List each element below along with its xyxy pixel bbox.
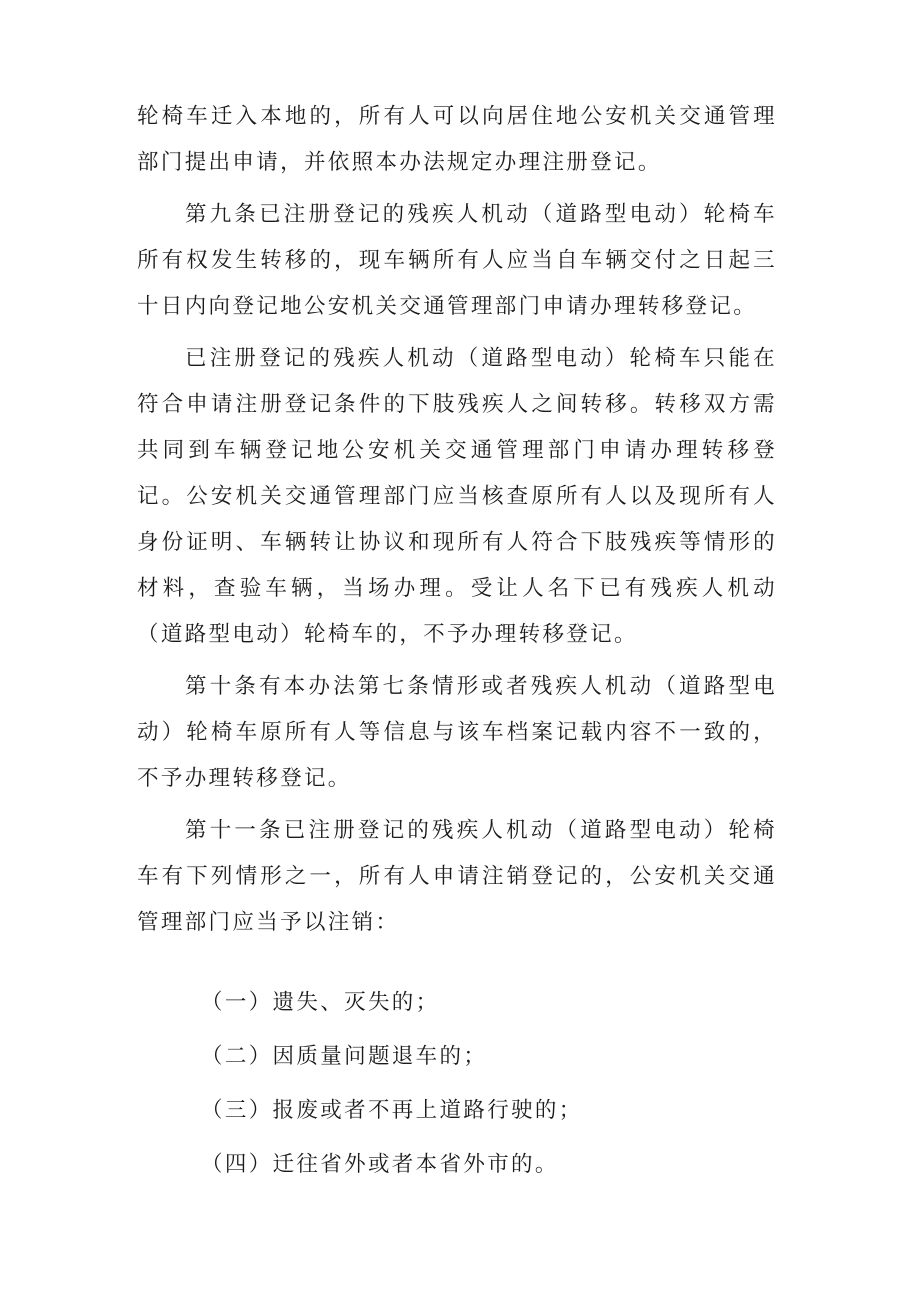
list-item: （四）迁往省外或者本省外市的。	[201, 1152, 559, 1177]
paragraph-article-9: 第九条已注册登记的残疾人机动（道路型电动）轮椅车所有权发生转移的，现车辆所有人应当自车辆交付之日起三十日内向登记地公安机关交通管理部门申请办理转移登记。	[137, 202, 777, 319]
list-item: （三）报废或者不再上道路行驶的；	[201, 1098, 583, 1123]
paragraph-article-11: 第十一条已注册登记的残疾人机动（道路型电动）轮椅车有下列情形之一，所有人申请注销登记的，公安机关交通管理部门应当予以注销：	[137, 818, 777, 935]
list-item: （二）因质量问题退车的；	[201, 1044, 488, 1069]
paragraph-transfer-rules: 已注册登记的残疾人机动（道路型电动）轮椅车只能在符合申请注册登记条件的下肢残疾人之间转移。转移双方需共同到车辆登记地公安机关交通管理部门申请办理转移登记。公安机关交通管理部门应当核查原所有人以及现所有人身份证明、车辆转让协议和现所有人符合下肢残疾等情形的材料，查验车辆，当场办理。受让人名下已有残疾人机动（道路型电动）轮椅车的，不予办理转移登记。	[137, 346, 777, 647]
cancellation-conditions-list	[137, 976, 777, 1192]
document-body	[137, 94, 777, 1192]
list-item: （一）遗失、灭失的；	[201, 990, 440, 1015]
paragraph-article-10: 第十条有本办法第七条情形或者残疾人机动（道路型电动）轮椅车原所有人等信息与该车档案记载内容不一致的，不予办理转移登记。	[137, 674, 777, 791]
paragraph-continuation: 轮椅车迁入本地的，所有人可以向居住地公安机关交通管理部门提出申请，并依照本办法规定办理注册登记。	[137, 104, 777, 175]
